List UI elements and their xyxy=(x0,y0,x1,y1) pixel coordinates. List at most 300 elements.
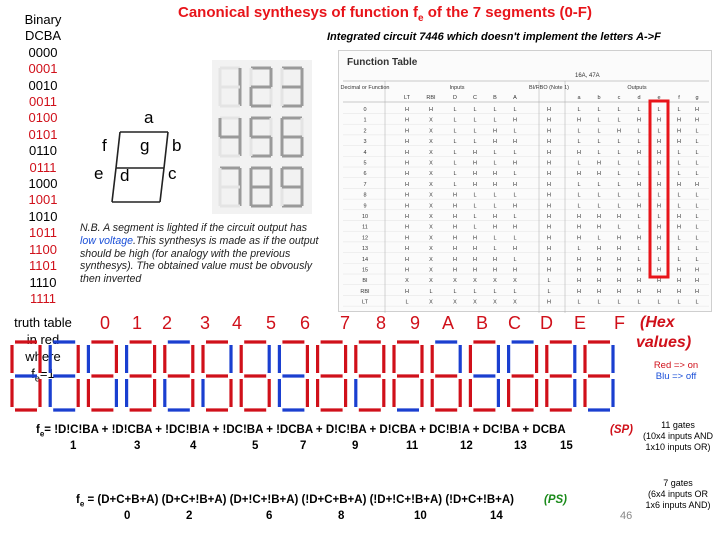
function-table-col-header: e xyxy=(657,95,661,101)
maxterm-number: 10 xyxy=(414,510,427,522)
function-table-cell: H xyxy=(597,256,601,263)
display-digit xyxy=(251,118,271,156)
function-table-cell: H xyxy=(657,203,661,210)
function-table-col-header: b xyxy=(597,95,601,101)
function-table-cell: L xyxy=(677,192,681,199)
function-table-cell: L xyxy=(617,107,621,113)
binary-code: 0110 xyxy=(29,143,57,159)
function-table-cell: X xyxy=(429,235,433,242)
maxterm-number: 14 xyxy=(490,510,503,522)
function-table-cell: X xyxy=(429,128,433,135)
minterm-number: 7 xyxy=(300,440,307,452)
function-table-cell: H xyxy=(405,192,409,199)
function-table-cell: L xyxy=(597,107,601,113)
page-title: Canonical synthesys of function $f_e$ of the 7 segments (0-F) xyxy=(178,4,592,24)
minterm-number: 5 xyxy=(252,440,259,452)
function-table-cell: L xyxy=(453,149,457,156)
function-table-col-header: B xyxy=(493,95,497,101)
function-table-cell: H xyxy=(547,171,551,178)
function-table-cell: H xyxy=(405,256,409,263)
function-table-cell: L xyxy=(677,171,681,178)
function-table-cell: L xyxy=(513,192,517,199)
function-table-cell: L xyxy=(637,224,641,231)
function-table-cell: 13 xyxy=(361,246,369,253)
function-table-cell: H xyxy=(453,256,457,263)
function-table-cell: H xyxy=(657,139,661,146)
function-table-cell: H xyxy=(473,256,477,263)
seven-segment-digit xyxy=(241,342,269,410)
function-table-cell: X xyxy=(429,278,433,285)
function-table-cell: L xyxy=(637,171,641,178)
function-table-cell: 12 xyxy=(361,235,369,242)
binary-code: 1000 xyxy=(28,176,58,192)
function-table-cell: H xyxy=(597,278,601,285)
function-table-cell: RBI xyxy=(360,288,370,295)
function-table-cell: L xyxy=(597,235,601,242)
function-table-cell: L xyxy=(577,192,581,199)
function-table-cell: L xyxy=(617,192,621,199)
function-table-cell: 0 xyxy=(363,107,367,113)
function-table-cell: H xyxy=(493,171,497,178)
function-table-cell: L xyxy=(677,235,681,242)
maxterm-number: 0 xyxy=(124,510,131,522)
function-table-cell: H xyxy=(405,139,409,146)
display-digit xyxy=(282,68,302,106)
function-table-cell: H xyxy=(597,171,601,178)
segment-label-f: f xyxy=(102,136,107,155)
minterm-number: 9 xyxy=(352,440,359,452)
function-table-cell: L xyxy=(617,160,621,167)
function-table-cell: L xyxy=(513,171,517,178)
binary-code: 1010 xyxy=(28,208,58,224)
function-table-svg xyxy=(339,51,713,313)
function-table-cell: 1 xyxy=(363,117,367,124)
function-table-cell: H xyxy=(617,246,621,253)
function-table-cell: L xyxy=(577,128,581,135)
function-table-cell: H xyxy=(493,224,497,231)
function-table-cell: H xyxy=(405,117,409,124)
function-table-cell: X xyxy=(493,278,497,285)
function-table-cell: H xyxy=(405,224,409,231)
minterm-number: 12 xyxy=(460,440,473,452)
function-table-cell: H xyxy=(405,128,409,135)
function-table-cell: H xyxy=(695,278,699,285)
function-table-cell: 6 xyxy=(363,171,367,178)
function-table-cell: H xyxy=(473,171,477,178)
function-table-cell: X xyxy=(493,299,497,306)
function-table-cell: L xyxy=(493,203,497,210)
function-table-cell: X xyxy=(429,117,433,124)
function-table-cell: L xyxy=(597,203,601,210)
function-table-cell: L xyxy=(429,288,433,295)
function-table-cell: L xyxy=(695,149,699,156)
function-table-col-header: LT xyxy=(403,95,411,101)
sp-gate-note: 11 gates (10x4 inputs AND 1x10 inputs OR) xyxy=(642,420,714,452)
hex-char: A xyxy=(442,313,455,333)
function-table-cell: L xyxy=(577,181,581,188)
function-table-cell: H xyxy=(637,235,641,242)
ps-gate-note: 7 gates (6x4 inputs OR 1x6 inputs AND) xyxy=(645,478,711,510)
function-table-cell: H xyxy=(493,267,497,274)
hex-char: 4 xyxy=(232,313,243,333)
display-digit xyxy=(220,118,240,156)
function-table-cell: H xyxy=(547,214,551,220)
hex-char: 9 xyxy=(410,313,421,333)
function-table-cell: L xyxy=(695,171,699,178)
binary-code: 0101 xyxy=(28,126,58,142)
function-table-cell: L xyxy=(695,235,699,242)
maxterm-number: 6 xyxy=(266,510,273,522)
function-table-cell: L xyxy=(513,214,517,220)
function-table-cell: X xyxy=(513,278,517,285)
function-table-cell: L xyxy=(453,181,457,188)
function-table-cell: H xyxy=(637,117,641,124)
binary-header: Binary xyxy=(24,12,62,27)
binary-code: 0011 xyxy=(29,94,57,110)
function-table-cell: H xyxy=(405,246,409,253)
function-table-cell: H xyxy=(597,246,601,253)
function-table-cell: H xyxy=(617,256,621,263)
minterm-number: 15 xyxy=(560,440,573,452)
function-table-col-header: A xyxy=(513,95,517,101)
function-table-cell: L xyxy=(637,246,641,253)
function-table-cell: H xyxy=(637,181,641,188)
nb-note: N.B. A segment is lighted if the circuit output has low voltage.This synthesys is made as if the output should be high (for analogy with the previous synthesys). The obtained value must be obvously then inverted xyxy=(80,222,319,286)
function-table-cell: H xyxy=(677,139,681,146)
function-table-cell: L xyxy=(473,107,477,113)
function-table-cell: L xyxy=(677,299,681,306)
binary-code: 1111 xyxy=(29,290,57,306)
function-table-col-header: a xyxy=(577,95,581,101)
function-table-cell: L xyxy=(677,256,681,263)
function-table-cell: H xyxy=(695,181,699,188)
binary-code: 1001 xyxy=(28,192,58,208)
function-table-cell: L xyxy=(577,246,581,253)
function-table-cell: L xyxy=(637,299,641,306)
function-table-cell: L xyxy=(695,128,699,135)
function-table-cell: L xyxy=(453,160,457,167)
function-table-cell: H xyxy=(429,107,433,113)
function-table-cell: H xyxy=(473,235,477,242)
hex-characters-row xyxy=(86,313,720,337)
function-table-cell: H xyxy=(637,278,641,285)
function-table-cell: L xyxy=(493,149,497,156)
function-table-cell: L xyxy=(637,256,641,263)
function-table-cell: L xyxy=(577,203,581,210)
function-table-cell: X xyxy=(453,299,457,306)
function-table-cell: H xyxy=(405,214,409,220)
function-table-cell: H xyxy=(493,181,497,188)
function-table-cell: H xyxy=(617,235,621,242)
hex-char: C xyxy=(508,313,521,333)
seven-segment-digit xyxy=(279,342,307,410)
seven-segment-digit xyxy=(394,342,422,410)
function-table-cell: H xyxy=(513,139,517,146)
hex-char: D xyxy=(540,313,553,333)
function-table-cell: H xyxy=(597,160,601,167)
function-table-cell: H xyxy=(473,246,477,253)
function-table-cell: H xyxy=(637,288,641,295)
function-table-cell: H xyxy=(657,278,661,285)
function-table-cell: H xyxy=(405,160,409,167)
function-table-cell: X xyxy=(453,278,457,285)
function-table-cell: L xyxy=(695,139,699,146)
function-table-cell: L xyxy=(473,117,477,124)
function-table-cell: H xyxy=(473,267,477,274)
function-table-cell: L xyxy=(695,224,699,231)
function-table-cell: H xyxy=(677,224,681,231)
function-table-cell: L xyxy=(617,203,621,210)
function-table-cell: H xyxy=(657,288,661,295)
function-table-cell: L xyxy=(657,107,661,113)
display-digit xyxy=(282,118,302,156)
function-table-cell: L xyxy=(617,171,621,178)
seven-segment-digit xyxy=(127,342,155,410)
function-table-cell: X xyxy=(429,171,433,178)
binary-code: 0111 xyxy=(29,159,57,175)
function-table-col-header: g xyxy=(695,95,699,101)
function-table-cell: L xyxy=(473,192,477,199)
function-table-cell: H xyxy=(657,267,661,274)
function-table-cell: H xyxy=(677,288,681,295)
function-table-cell: H xyxy=(513,203,517,210)
function-table-cell: X xyxy=(429,267,433,274)
caption-line: $f_e=1$ xyxy=(31,366,55,384)
function-table-cell: L xyxy=(577,139,581,146)
function-table-cell: H xyxy=(493,256,497,263)
function-table-cell: H xyxy=(637,267,641,274)
display-digit xyxy=(251,68,271,106)
function-table-cell: H xyxy=(405,235,409,242)
function-table-cell: L xyxy=(617,149,621,156)
function-table-cell: H xyxy=(405,181,409,188)
function-table-cell: L xyxy=(493,288,497,295)
hex-char: 8 xyxy=(376,313,387,333)
page-number: 46 xyxy=(620,510,633,522)
maxterm-number: 2 xyxy=(186,510,193,522)
function-table-cell: H xyxy=(405,203,409,210)
function-table-cell: L xyxy=(493,235,497,242)
display-digit xyxy=(282,168,302,206)
binary-code: 1101 xyxy=(29,258,57,274)
binary-values xyxy=(0,45,86,308)
segment-b-line xyxy=(164,132,168,168)
function-table-cell: H xyxy=(453,192,457,199)
function-table-cell: L xyxy=(473,139,477,146)
segment-label-c: c xyxy=(168,164,177,183)
binary-header-dcba: DCBA xyxy=(24,28,62,44)
binary-code: 0100 xyxy=(28,110,58,126)
function-table-cell: X xyxy=(429,160,433,167)
function-table-cell: X xyxy=(473,299,477,306)
seven-segment-digit xyxy=(203,342,231,410)
function-table-cell: L xyxy=(677,203,681,210)
display-digit xyxy=(220,68,240,106)
function-table-cell: L xyxy=(695,192,699,199)
function-table-cell: L xyxy=(493,246,497,253)
caption-line: truth table xyxy=(14,315,72,330)
function-table-cell: L xyxy=(657,256,661,263)
function-table-cell: 14 xyxy=(361,256,369,263)
digit-display-image xyxy=(212,60,312,214)
function-table-header-bi: BI/RBO (Note 1) xyxy=(528,85,570,91)
function-table-cell: H xyxy=(677,214,681,220)
function-table-cell: H xyxy=(597,224,601,231)
function-table-cell: L xyxy=(577,299,581,306)
function-table-cell: H xyxy=(547,160,551,167)
function-table-cell: H xyxy=(453,267,457,274)
minterm-number: 11 xyxy=(406,440,419,452)
sp-tag: (SP) xyxy=(610,424,633,436)
function-table-cell: H xyxy=(493,128,497,135)
function-table-cell: H xyxy=(473,160,477,167)
function-table-cell: L xyxy=(493,160,497,167)
function-table-cell: H xyxy=(473,181,477,188)
legend-on: Red => on xyxy=(653,360,699,371)
seven-segment-digit xyxy=(88,342,116,410)
minterm-number: 1 xyxy=(70,440,77,452)
segment-label-a: a xyxy=(144,108,154,127)
function-table-cell: H xyxy=(695,267,699,274)
function-table-cell: L xyxy=(695,203,699,210)
function-table-chip: 16A, 47A xyxy=(575,73,600,79)
function-table-cell: H xyxy=(513,117,517,124)
function-table-cell: X xyxy=(429,181,433,188)
function-table-cell: 5 xyxy=(363,160,367,167)
function-table-cell: L xyxy=(577,107,581,113)
function-table-cell: L xyxy=(637,214,641,220)
binary-code: 0000 xyxy=(28,44,58,60)
hex-char: 6 xyxy=(300,313,311,333)
function-table-cell: L xyxy=(695,299,699,306)
function-table-cell: H xyxy=(547,181,551,188)
display-digit xyxy=(251,168,271,206)
function-table-cell: H xyxy=(657,224,661,231)
function-table-cell: X xyxy=(429,214,433,220)
function-table-cell: 2 xyxy=(363,128,367,135)
function-table-cell: LT xyxy=(361,299,369,306)
function-table-cell: X xyxy=(429,149,433,156)
function-table-cell: H xyxy=(577,288,581,295)
function-table-cell: L xyxy=(637,128,641,135)
function-table-cell: L xyxy=(617,139,621,146)
seven-segment-digit xyxy=(432,342,460,410)
function-table-cell: X xyxy=(429,246,433,253)
function-table-cell: H xyxy=(597,267,601,274)
hex-char: 7 xyxy=(340,313,351,333)
function-table-cell: L xyxy=(453,139,457,146)
function-table-cell: L xyxy=(597,181,601,188)
function-table-cell: L xyxy=(453,288,457,295)
function-table-cell: H xyxy=(597,214,601,220)
segment-label-e: e xyxy=(94,164,104,183)
function-table-cell: H xyxy=(513,267,517,274)
function-table-cell: H xyxy=(493,214,497,220)
function-table-cell: H xyxy=(547,192,551,199)
function-table-cell: X xyxy=(429,256,433,263)
seven-segment-digit xyxy=(165,342,193,410)
segment-e-line xyxy=(112,168,116,202)
page-subtitle: Integrated circuit 7446 which doesn't implement the letters A->F xyxy=(327,31,661,43)
seven-segment-digit xyxy=(585,342,613,410)
function-table-cell: H xyxy=(547,128,551,135)
function-table-cell: H xyxy=(577,278,581,285)
function-table-header-decimal: Decimal or Function xyxy=(340,85,390,91)
hex-char: 5 xyxy=(266,313,277,333)
function-table-cell: H xyxy=(577,256,581,263)
function-table-cell: H xyxy=(547,246,551,253)
function-table-cell: H xyxy=(547,117,551,124)
minterm-number: 13 xyxy=(514,440,527,452)
function-table-cell: H xyxy=(597,288,601,295)
function-table-cell: L xyxy=(597,117,601,124)
function-table-cell: X xyxy=(429,224,433,231)
function-table-col-header: f xyxy=(678,95,680,101)
function-table-cell: H xyxy=(405,107,409,113)
minterm-number: 4 xyxy=(190,440,197,452)
function-table-cell: L xyxy=(657,299,661,306)
function-table-col-header: D xyxy=(453,95,457,101)
hex-char: E xyxy=(574,313,587,333)
function-table-cell: L xyxy=(657,192,661,199)
function-table-cell: H xyxy=(677,117,681,124)
function-table-cell: L xyxy=(513,128,517,135)
function-table-cell: H xyxy=(657,235,661,242)
function-table-cell: L xyxy=(453,107,457,113)
function-table-cell: H xyxy=(453,235,457,242)
function-table-cell: H xyxy=(617,214,621,220)
function-table-cell: H xyxy=(547,299,551,306)
caption-line: in red xyxy=(26,332,60,347)
function-table-cell: H xyxy=(617,128,621,135)
function-table-cell: H xyxy=(657,117,661,124)
function-table-cell: L xyxy=(657,171,661,178)
function-table-cell: L xyxy=(637,139,641,146)
hex-char: 3 xyxy=(200,313,211,333)
function-table-cell: H xyxy=(547,203,551,210)
function-table-cell: L xyxy=(493,192,497,199)
display-digit xyxy=(220,168,240,206)
function-table-cell: H xyxy=(405,149,409,156)
function-table-cell: H xyxy=(547,139,551,146)
function-table-cell: H xyxy=(637,203,641,210)
digit-display-svg xyxy=(212,60,312,214)
function-table-cell: L xyxy=(637,107,641,113)
function-table-cell: H xyxy=(617,278,621,285)
function-table-cell: L xyxy=(473,203,477,210)
function-table-cell: L xyxy=(453,171,457,178)
function-table-cell: L xyxy=(513,288,517,295)
binary-code: 1100 xyxy=(29,241,57,257)
function-table-cell: BI xyxy=(362,278,368,285)
function-table-cell: L xyxy=(577,160,581,167)
function-table-cell: H xyxy=(577,224,581,231)
seven-segment-diagram xyxy=(86,106,210,216)
function-table-cell: L xyxy=(473,224,477,231)
function-table-header-outputs: Outputs xyxy=(627,85,647,91)
function-table-cell: H xyxy=(657,181,661,188)
function-table-cell: 7 xyxy=(363,181,367,188)
function-table-cell: L xyxy=(597,128,601,135)
function-table-cell: H xyxy=(513,246,517,253)
function-table-cell: H xyxy=(473,149,477,156)
function-table-cell: L xyxy=(513,235,517,242)
function-table-cell: H xyxy=(657,160,661,167)
function-table-cell: L xyxy=(677,160,681,167)
function-table-title: Function Table xyxy=(347,57,418,68)
function-table-cell: L xyxy=(547,288,551,295)
function-table-cell: 10 xyxy=(361,214,369,220)
